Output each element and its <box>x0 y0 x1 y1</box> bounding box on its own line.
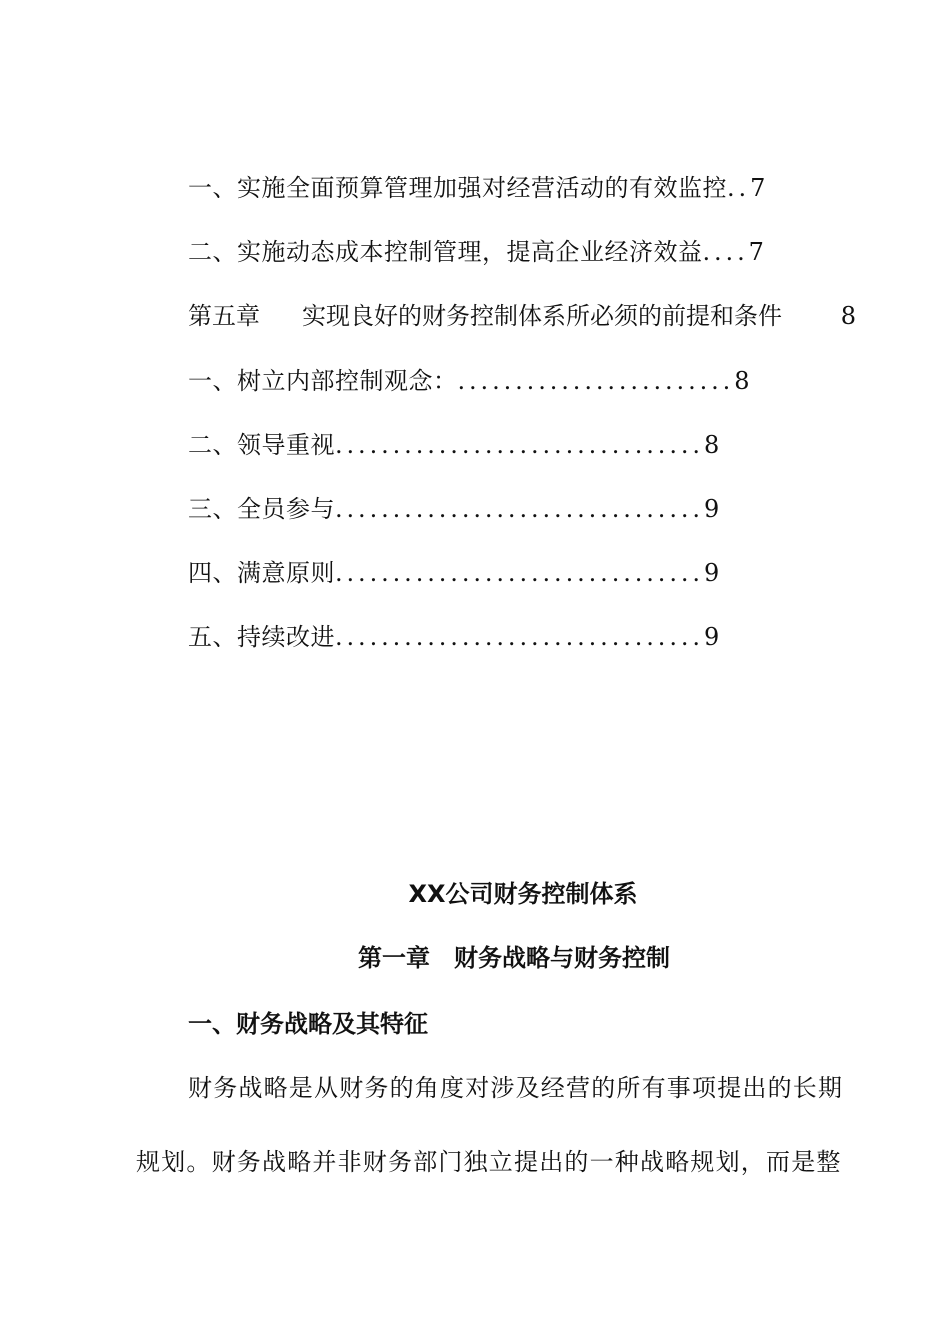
toc-chapter-title: 实现良好的财务控制体系所必须的前提和条件 <box>302 302 782 330</box>
toc-subentry[interactable] <box>188 621 720 653</box>
toc-page-number: 8 <box>703 431 720 459</box>
toc-entry-label: 三、全员参与 <box>188 495 335 523</box>
document-title: XX公司财务控制体系 <box>408 880 638 908</box>
toc-page-number: 9 <box>703 495 720 523</box>
toc-leader: .. <box>727 174 751 202</box>
toc-page-number: 8 <box>840 302 856 330</box>
toc-entry-label: 一、实施全面预算管理加强对经营活动的有效监控 <box>188 174 727 202</box>
toc-subentry[interactable] <box>188 365 750 397</box>
toc-page-number: 8 <box>734 367 750 395</box>
toc-entry[interactable] <box>188 236 764 268</box>
toc-page-number: 7 <box>748 238 765 266</box>
toc-leader: ................................ <box>335 495 704 523</box>
chapter-heading <box>358 942 670 974</box>
toc-entry-label: 五、持续改进 <box>188 623 335 651</box>
paragraph-line: 规划。财务战略并非财务部门独立提出的一种战略规划，而是整 <box>136 1148 842 1176</box>
toc-subentry[interactable] <box>188 557 720 589</box>
toc-page-number: 7 <box>750 174 766 202</box>
toc-leader: ........................ <box>457 367 735 395</box>
toc-entry-label: 四、满意原则 <box>188 559 335 587</box>
toc-chapter-label: 第五章 <box>188 302 260 330</box>
toc-leader: ................................ <box>335 559 704 587</box>
chapter-title: 财务战略与财务控制 <box>454 944 670 972</box>
toc-leader: ................................ <box>335 623 704 651</box>
toc-page-number: 9 <box>703 559 720 587</box>
toc-leader: ................................ <box>335 431 704 459</box>
toc-entry-label: 二、实施动态成本控制管理，提高企业经济效益 <box>188 238 703 266</box>
toc-entry[interactable] <box>188 172 766 204</box>
paragraph-line: 财务战略是从财务的角度对涉及经营的所有事项提出的长期 <box>188 1074 844 1102</box>
toc-entry-label: 二、领导重视 <box>188 431 335 459</box>
toc-leader: .... <box>702 238 749 266</box>
section-heading: 一、财务战略及其特征 <box>188 1010 428 1038</box>
toc-entry-label: 一、树立内部控制观念： <box>188 367 458 395</box>
toc-page-number: 9 <box>703 623 720 651</box>
toc-subentry[interactable] <box>188 429 720 461</box>
toc-subentry[interactable] <box>188 493 720 525</box>
chapter-label: 第一章 <box>358 944 430 972</box>
